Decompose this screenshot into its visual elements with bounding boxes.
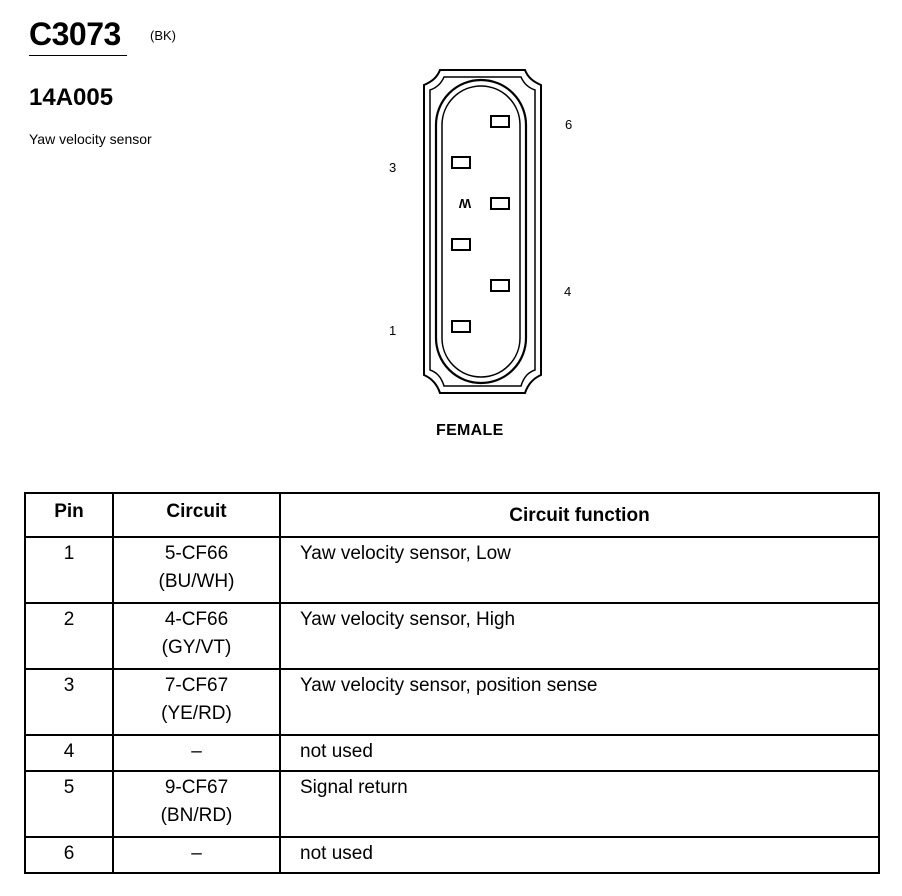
header-circuit-function: Circuit function (280, 493, 879, 537)
circuit-function: not used (280, 837, 879, 873)
pin-number: 4 (25, 735, 113, 771)
connector-cavity-outline (436, 80, 526, 383)
pin-1-terminal (452, 321, 470, 332)
part-number: 14A005 (29, 84, 114, 111)
circuit-function: Yaw velocity sensor, Low (280, 537, 879, 603)
pin-label-6: 6 (565, 117, 573, 132)
circuit-id: – (191, 741, 202, 762)
circuit-function: Yaw velocity sensor, High (280, 603, 879, 669)
pin-number: 5 (25, 771, 113, 837)
pin-number: 2 (25, 603, 113, 669)
connector-cavity-inner (442, 86, 520, 377)
circuit-id: – (191, 843, 202, 864)
connector-id: C3073 (29, 16, 121, 52)
circuit-cell (113, 771, 280, 837)
header-pin: Pin (25, 493, 113, 537)
pin-4-terminal (491, 280, 509, 291)
connector-color-code: (BK) (150, 28, 176, 43)
wire-color: (GY/VT) (161, 637, 232, 658)
pin-number: 3 (25, 669, 113, 735)
table-row (25, 735, 879, 771)
table-row (25, 837, 879, 873)
pin-3-terminal (452, 157, 470, 168)
connector-key-mark: W (458, 196, 472, 211)
header-circuit: Circuit (113, 493, 280, 537)
circuit-cell (113, 537, 280, 603)
circuit-function: Signal return (280, 771, 879, 837)
table-header-row (25, 493, 879, 537)
pin-6-terminal (491, 116, 509, 127)
circuit-cell (113, 837, 280, 873)
component-description: Yaw velocity sensor (29, 131, 152, 147)
circuit-function: not used (280, 735, 879, 771)
pin-label-1: 1 (389, 323, 397, 338)
pin-table (24, 492, 880, 874)
circuit-id: 4-CF66 (164, 609, 229, 630)
circuit-id: 9-CF67 (164, 777, 229, 798)
circuit-id: 5-CF66 (164, 543, 229, 564)
table-row (25, 537, 879, 603)
wire-color: (BU/WH) (158, 571, 235, 592)
circuit-id: 7-CF67 (164, 675, 229, 696)
connector-gender-label: FEMALE (436, 422, 504, 439)
pin-label-4: 4 (564, 284, 572, 299)
pin-2-terminal (452, 239, 470, 250)
pin-5-terminal (491, 198, 509, 209)
table-row (25, 603, 879, 669)
pin-number: 1 (25, 537, 113, 603)
circuit-function: Yaw velocity sensor, position sense (280, 669, 879, 735)
circuit-cell (113, 669, 280, 735)
circuit-cell (113, 735, 280, 771)
circuit-cell (113, 603, 280, 669)
wire-color: (BN/RD) (160, 805, 233, 826)
pin-label-3: 3 (389, 160, 397, 175)
pin-number: 6 (25, 837, 113, 873)
table-row (25, 669, 879, 735)
wire-color: (YE/RD) (161, 703, 232, 724)
table-row (25, 771, 879, 837)
